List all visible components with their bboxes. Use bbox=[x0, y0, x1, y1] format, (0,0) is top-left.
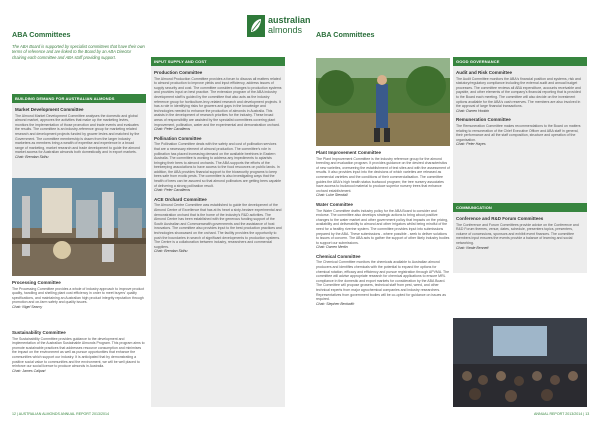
logo-line-2: almonds bbox=[268, 25, 303, 35]
entry-body: The Remuneration Committee makes recommendations to the Board on matters relating to remuneration of the Chief Executive Officer and ABA staff in general, their performance and all the staff composition, structure and operation of the organisation. bbox=[456, 123, 581, 142]
right-main-column bbox=[316, 150, 450, 310]
conference-photo bbox=[453, 318, 587, 407]
entry-chair: Chair: Peter Hayes bbox=[456, 142, 486, 147]
entry-title: Market Development Committee bbox=[15, 107, 84, 112]
orchard-photo bbox=[316, 58, 450, 146]
entry-title: Remuneration Committee bbox=[456, 117, 511, 123]
water-entry bbox=[316, 202, 450, 250]
entry-chair: Chair: Nigel Searcy bbox=[12, 304, 43, 309]
processing-entry bbox=[12, 280, 146, 314]
entry-body: The Plant Improvement Committee is the industry reference group for the almond breeding and evaluation program. It provides guidance on the desired characteristics of new varieties, overseeing the establishment of test sites and with the assessment of results. It also provides input into the decisions of which varieties are released as commercial varieties and the conditions of their commercialisation. The committee guides the ABA's high health status budwood program; the tree nursery associates have access to budwood material to produce superior nursery trees that enhance orchard establishment. bbox=[316, 156, 450, 193]
entry-chair: Chair: Darren Mertin bbox=[316, 245, 348, 250]
audit-entry bbox=[456, 70, 584, 113]
entry-title: Processing Committee bbox=[12, 280, 61, 285]
entry-body: The Sustainability Committee provides guidance to the development and implementation of the Australian Sustainable Almonds Program. This program aims to promote sustainable practices that addresses resource consumption and minimises the impact on the environment as well as pursue opportunities that enhance the communities which support our industry. It is anticipated that by demonstrating a positive social value to communities and the environment, we will be well placed to reinforce our social licence to produce almonds in Australia. bbox=[12, 336, 145, 369]
entry-chair: Chair: Brendan Sidhu bbox=[154, 249, 188, 254]
entry-title: ACE Orchard Committee bbox=[154, 196, 207, 202]
entry-title: Audit and Risk Committee bbox=[456, 70, 513, 75]
remuneration-entry bbox=[456, 117, 584, 147]
production-entry bbox=[154, 70, 282, 132]
entry-body: The Processing Committee provides a whole of industry approach to improve product quality, handling and shelling plant cost efficiency in order to meet buyers' quality specifications, and maintaining an Australian high product integrity reputation through promotion and on-farm safety and quality issues. bbox=[12, 286, 145, 305]
communication-header: COMMUNICATION bbox=[453, 203, 587, 212]
entry-chair: Chair: Peter Cavalleros bbox=[154, 127, 191, 132]
entry-title: Chemical Committee bbox=[316, 253, 361, 259]
entry-body: The Almond Market Development Committee analyses the domestic and global almond market, approves the activities that make up the marketing levies, monitors the implementation of those promotion and trade events and evaluates the results. The committee is an industry-reference group for marketing related research and development projects funded by grower levies and matched by the Government. The committee membership is drawn from the larger industry marketers as members bring a wealth of expertise and experience in a broad range of marketing, market research and trade development to guide the almond market access for Australian almonds both domestically and in export markets. bbox=[15, 113, 140, 155]
entry-body: The Audit Committee monitors the ABA's financial position and systems, risk and statutory/regulatory compliance including the external audit and annual budget processes. The committee reviews all ABA expenditure, accounts receivable and payable, and other elements of the company's financial reporting that is provided to the Board each meeting. The committee will also decide on the investment options available for the ABA's cash reserves. The members are also involved in the approval of large financial transactions. bbox=[456, 76, 581, 109]
demand-section-header: BUILDING DEMAND FOR AUSTRALIAN ALMONDS bbox=[12, 94, 146, 103]
entry-chair: Chair: Peter Cavalleros bbox=[154, 188, 191, 193]
logo-line-1: australian bbox=[268, 15, 311, 25]
entry-chair: Chair: Brendan Sidhu bbox=[15, 154, 49, 159]
entry-body: The Almond Centre Committee was established to guide the development of the Almond Centre of Excellence that has at its heart a sixty-hectare experimental and demonstration orchard that is the home of the industry's R&D activities. The Almond Centre has been established with the generous funding support of the South Australian and Commonwealth governments and the assistance of host innovators. The committee also provides input to the best production practices and technologies showcased on the orchard. The facility provides the opportunity to push the boundaries in search of significant developments to production systems. The Centre is a collaboration between industry, researchers and commercial suppliers. bbox=[154, 203, 282, 249]
left-footer: 12 | AUSTRALIAN ALMONDS ANNUAL REPORT 2013/2014 bbox=[12, 412, 109, 416]
sustainability-entry bbox=[12, 330, 146, 377]
orchard-photo-svg bbox=[316, 58, 450, 146]
right-page-title: ABA Committees bbox=[316, 30, 375, 39]
processing-plant-image bbox=[12, 178, 146, 276]
entry-chair: Chair: Stephen Beckwith bbox=[316, 301, 355, 306]
entry-body: The Chemical Committee monitors the chemicals available to Australian almond producers and identifies chemicals with the potential to expand the options for chemical rotation, efficacy and efficiency and pursue registration through APVMA. The committee will advise appropriate research for chemical applications to ensure MRL compliance in the domestic and export markets for consideration by the ABA Board. The Committee will propose growers, technical staff from pest, weed, and other technical experts from major agrochemical companies and industry researchers. Representatives from government bodies will be co-opted for guidance on issues as required. bbox=[316, 260, 450, 302]
entry-title: Water Committee bbox=[316, 201, 353, 207]
entry-title: Plant Improvement Committee bbox=[316, 150, 382, 155]
pollination-entry bbox=[154, 136, 282, 193]
conference-photo-svg bbox=[453, 318, 587, 407]
entry-chair: Chair: Darren Hoobin bbox=[456, 108, 490, 113]
processing-plant-image-svg bbox=[12, 178, 146, 276]
conference-entry bbox=[453, 212, 587, 250]
governance-panel bbox=[453, 57, 587, 207]
entry-title: Sustainability Committee bbox=[12, 330, 66, 335]
market-dev-entry bbox=[12, 103, 146, 160]
ace-orchard-entry bbox=[154, 197, 282, 254]
chemical-entry bbox=[316, 254, 450, 307]
governance-header: GOOD GOVERNANCE bbox=[453, 57, 587, 66]
left-page-title: ABA Committees bbox=[12, 30, 71, 39]
entry-body: The Pollination Committee deals with the safety and cost of pollination services that are a necessary element of almond production. The committee's role in pollination has placed increasing demand on the available beehives in Eastern Australia. The committee is working to address any impediments to apiarists bringing their bees to almond orchards. The ABA supports the efforts of the beekeeping associations to have access to the food resources on public lands. In addition, the ABA provides financial support to the biosecurity programs to keep bees safe from exotic pests. The committee is also investigating ways that the health of bees can be assured so that almond pollinators are getting bees capable of delivering a strong pollination result. bbox=[154, 142, 282, 188]
input-supply-panel bbox=[151, 57, 285, 407]
entry-chair: Chair: Luke Stendall bbox=[316, 193, 348, 198]
entry-body: The Conference and Forum Committees provide advice on the Conference and R&D Forum themes, venue, dates, schedule, presenters topics, presenters, volume of concessions, sponsors and exhibit event finances. The committee members input ensures the events provide a balance of learning and social networking. bbox=[456, 222, 579, 245]
input-supply-header: INPUT SUPPLY AND COST bbox=[151, 57, 285, 66]
communication-panel bbox=[453, 203, 587, 273]
right-footer: ANNUAL REPORT 2013/2014 | 13 bbox=[534, 412, 590, 416]
plant-improvement-entry bbox=[316, 150, 450, 198]
entry-chair: Chair: James Calipari bbox=[12, 368, 46, 373]
entry-title: Pollination Committee bbox=[154, 135, 202, 141]
intro-text: The ABA Board is supported by specialist committees that have their own terms of reference and are linked to the Board by an ABA Director chairing each committee and ABA staff providing support. bbox=[12, 44, 145, 60]
entry-title: Conference and R&D Forum Committees bbox=[456, 216, 544, 221]
entry-chair: Chair: Neale Bennett bbox=[456, 245, 489, 250]
almond-leaf-icon bbox=[247, 15, 265, 37]
entry-title: Production Committee bbox=[154, 70, 203, 75]
entry-body: The Water Committee drafts industry policy for the ABA Board to consider and endorse. The committee also develops strategic actions to bring about positive changes to the water market and other government policy that impacts on the pricing, availability and deliverability to almond and other irrigators whilst being mindful of the need for a healthy riverine system. The committee provides input into submissions prepared by the ABA. These submissions - where possible - seek to deliver solutions to issues of concern. The ABA acts to gather the support of other likely industry bodies to support our submissions. bbox=[316, 208, 450, 245]
entry-body: The Almond Production Committee provides a forum to discuss all matters related to almond production to improve yields and input efficiency, address issues of supply security and cost. The committee considers changes to production systems and provides input on best practice. The extension program of the ABA industry development staff is guided by the committee that also acts as the industry reference group for horticulture-levy-related research and development projects. It has a role in identifying risks for growers and gaps in the knowledge and technologies needed to enhance the production of almonds in Australia. This assists in the development of research priorities for the industry. These broad areas of responsibility are assisted by the specialist committees covering plant improvement, pollination, water and the experimental and demonstration orchard. bbox=[154, 76, 282, 127]
